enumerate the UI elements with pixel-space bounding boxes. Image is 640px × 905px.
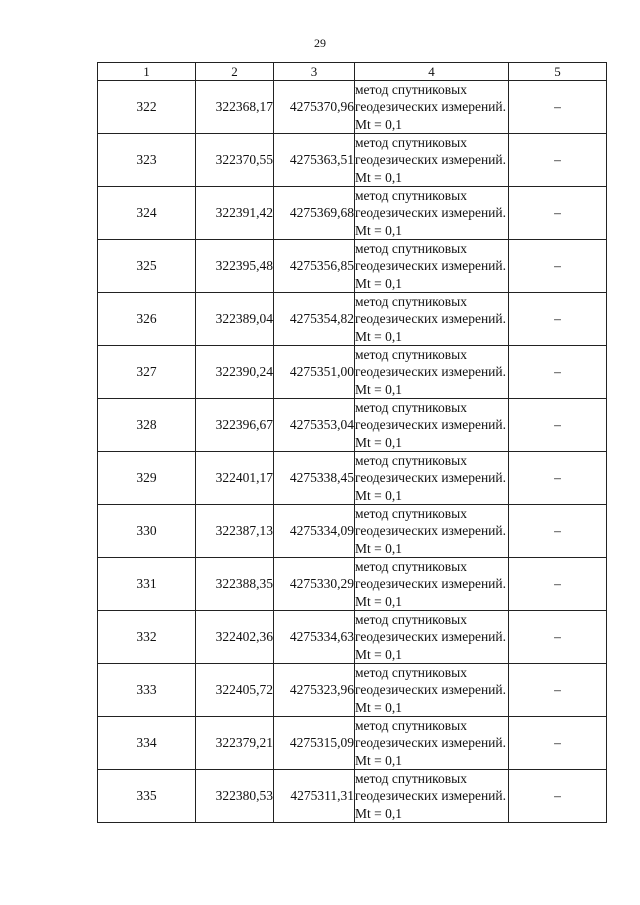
point-number-cell: 332 bbox=[98, 611, 196, 664]
point-number-cell: 327 bbox=[98, 346, 196, 399]
x-coordinate-cell: 322368,17 bbox=[196, 81, 274, 134]
note-cell: – bbox=[509, 346, 607, 399]
method-cell: метод спутниковых геодезических измерений. Mt = 0,1 bbox=[355, 399, 509, 452]
method-cell: метод спутниковых геодезических измерений. Mt = 0,1 bbox=[355, 664, 509, 717]
y-coordinate-cell: 4275356,85 bbox=[274, 240, 355, 293]
note-cell: – bbox=[509, 293, 607, 346]
y-coordinate-cell: 4275334,09 bbox=[274, 505, 355, 558]
table-row bbox=[98, 717, 607, 770]
x-coordinate-cell: 322395,48 bbox=[196, 240, 274, 293]
y-coordinate-cell: 4275323,96 bbox=[274, 664, 355, 717]
y-coordinate-cell: 4275334,63 bbox=[274, 611, 355, 664]
note-cell: – bbox=[509, 717, 607, 770]
x-coordinate-cell: 322389,04 bbox=[196, 293, 274, 346]
method-cell: метод спутниковых геодезических измерений. Mt = 0,1 bbox=[355, 293, 509, 346]
note-cell: – bbox=[509, 770, 607, 823]
note-cell: – bbox=[509, 664, 607, 717]
method-cell: метод спутниковых геодезических измерений. Mt = 0,1 bbox=[355, 81, 509, 134]
x-coordinate-cell: 322402,36 bbox=[196, 611, 274, 664]
method-cell: метод спутниковых геодезических измерений. Mt = 0,1 bbox=[355, 187, 509, 240]
x-coordinate-cell: 322387,13 bbox=[196, 505, 274, 558]
note-cell: – bbox=[509, 505, 607, 558]
x-coordinate-cell: 322370,55 bbox=[196, 134, 274, 187]
table-row bbox=[98, 293, 607, 346]
x-coordinate-cell: 322405,72 bbox=[196, 664, 274, 717]
table-header-row bbox=[98, 63, 607, 81]
y-coordinate-cell: 4275370,96 bbox=[274, 81, 355, 134]
point-number-cell: 330 bbox=[98, 505, 196, 558]
table-row bbox=[98, 187, 607, 240]
point-number-cell: 323 bbox=[98, 134, 196, 187]
x-coordinate-cell: 322380,53 bbox=[196, 770, 274, 823]
y-coordinate-cell: 4275353,04 bbox=[274, 399, 355, 452]
y-coordinate-cell: 4275311,31 bbox=[274, 770, 355, 823]
note-cell: – bbox=[509, 240, 607, 293]
method-cell: метод спутниковых геодезических измерений. Mt = 0,1 bbox=[355, 717, 509, 770]
y-coordinate-cell: 4275315,09 bbox=[274, 717, 355, 770]
page-number: 29 bbox=[314, 36, 326, 50]
note-cell: – bbox=[509, 399, 607, 452]
method-cell: метод спутниковых геодезических измерений. Mt = 0,1 bbox=[355, 452, 509, 505]
x-coordinate-cell: 322390,24 bbox=[196, 346, 274, 399]
table-row bbox=[98, 558, 607, 611]
point-number-cell: 334 bbox=[98, 717, 196, 770]
x-coordinate-cell: 322379,21 bbox=[196, 717, 274, 770]
point-number-cell: 331 bbox=[98, 558, 196, 611]
y-coordinate-cell: 4275338,45 bbox=[274, 452, 355, 505]
note-cell: – bbox=[509, 187, 607, 240]
y-coordinate-cell: 4275351,00 bbox=[274, 346, 355, 399]
point-number-cell: 322 bbox=[98, 81, 196, 134]
point-number-cell: 329 bbox=[98, 452, 196, 505]
note-cell: – bbox=[509, 134, 607, 187]
column-header-1: 1 bbox=[98, 63, 196, 81]
table-row bbox=[98, 452, 607, 505]
method-cell: метод спутниковых геодезических измерений. Mt = 0,1 bbox=[355, 240, 509, 293]
y-coordinate-cell: 4275354,82 bbox=[274, 293, 355, 346]
point-number-cell: 328 bbox=[98, 399, 196, 452]
point-number-cell: 324 bbox=[98, 187, 196, 240]
point-number-cell: 333 bbox=[98, 664, 196, 717]
method-cell: метод спутниковых геодезических измерений. Mt = 0,1 bbox=[355, 611, 509, 664]
method-cell: метод спутниковых геодезических измерений. Mt = 0,1 bbox=[355, 505, 509, 558]
point-number-cell: 326 bbox=[98, 293, 196, 346]
x-coordinate-cell: 322401,17 bbox=[196, 452, 274, 505]
x-coordinate-cell: 322391,42 bbox=[196, 187, 274, 240]
table-row bbox=[98, 346, 607, 399]
table-row bbox=[98, 134, 607, 187]
note-cell: – bbox=[509, 558, 607, 611]
column-header-5: 5 bbox=[509, 63, 607, 81]
method-cell: метод спутниковых геодезических измерений. Mt = 0,1 bbox=[355, 346, 509, 399]
note-cell: – bbox=[509, 452, 607, 505]
table-row bbox=[98, 240, 607, 293]
point-number-cell: 335 bbox=[98, 770, 196, 823]
table-row bbox=[98, 770, 607, 823]
y-coordinate-cell: 4275363,51 bbox=[274, 134, 355, 187]
method-cell: метод спутниковых геодезических измерений. Mt = 0,1 bbox=[355, 770, 509, 823]
column-header-4: 4 bbox=[355, 63, 509, 81]
coordinates-table bbox=[97, 62, 607, 823]
column-header-3: 3 bbox=[274, 63, 355, 81]
table-row bbox=[98, 611, 607, 664]
y-coordinate-cell: 4275330,29 bbox=[274, 558, 355, 611]
note-cell: – bbox=[509, 81, 607, 134]
x-coordinate-cell: 322388,35 bbox=[196, 558, 274, 611]
note-cell: – bbox=[509, 611, 607, 664]
method-cell: метод спутниковых геодезических измерений. Mt = 0,1 bbox=[355, 134, 509, 187]
table-row bbox=[98, 81, 607, 134]
table-row bbox=[98, 505, 607, 558]
method-cell: метод спутниковых геодезических измерений. Mt = 0,1 bbox=[355, 558, 509, 611]
x-coordinate-cell: 322396,67 bbox=[196, 399, 274, 452]
table-body bbox=[98, 81, 607, 823]
column-header-2: 2 bbox=[196, 63, 274, 81]
table-row bbox=[98, 399, 607, 452]
y-coordinate-cell: 4275369,68 bbox=[274, 187, 355, 240]
table-row bbox=[98, 664, 607, 717]
point-number-cell: 325 bbox=[98, 240, 196, 293]
